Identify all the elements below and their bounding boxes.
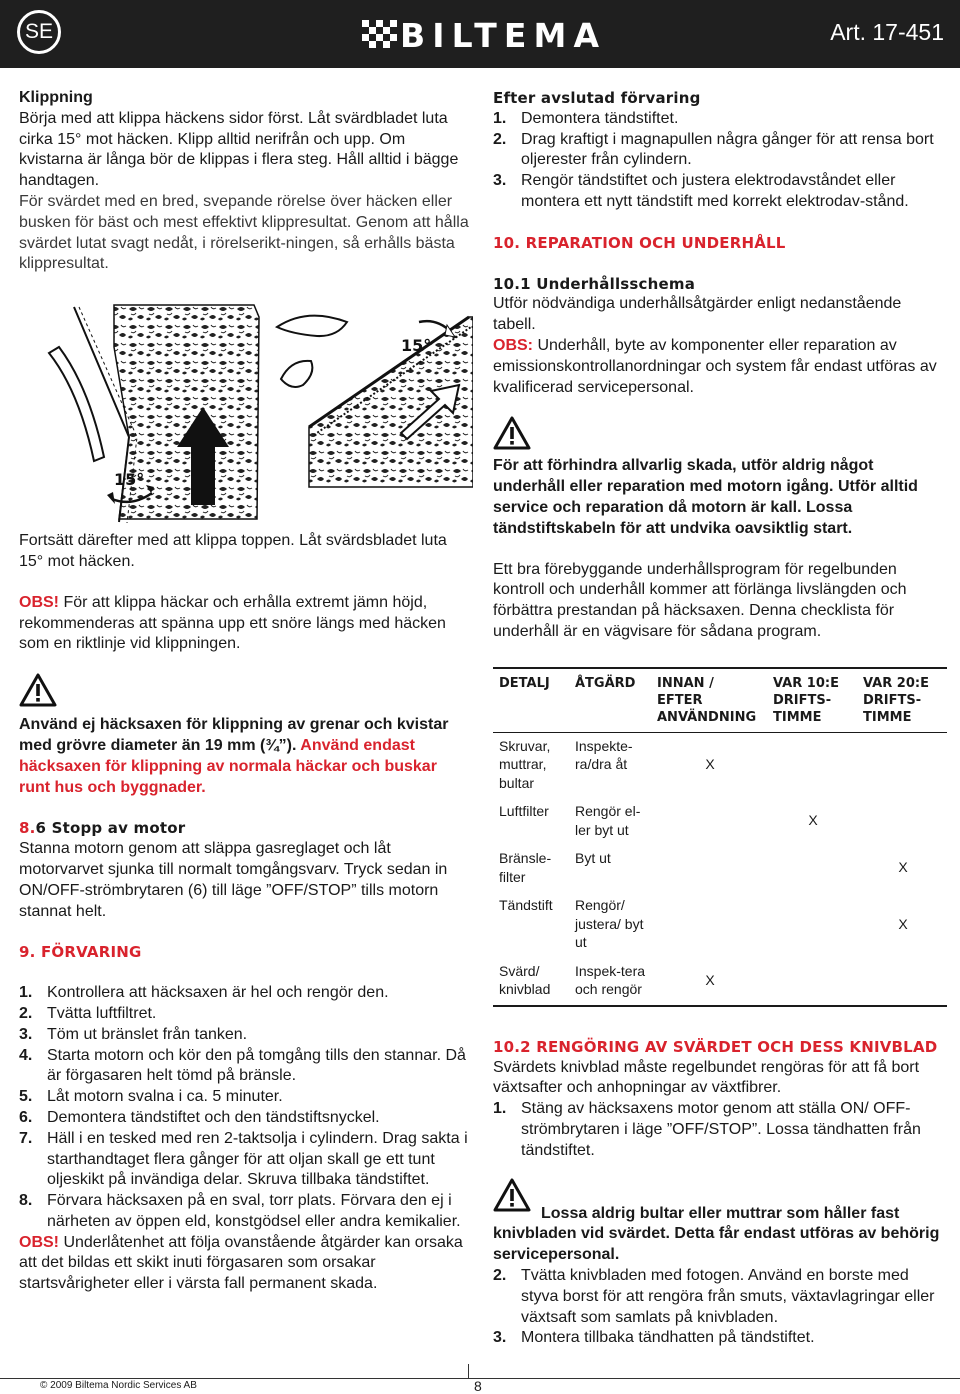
- klippning-heading: Klippning: [19, 89, 93, 106]
- article-number: Art. 17-451: [830, 19, 944, 45]
- schema-obs-text: Underhåll, byte av komponenter eller reparation av emissionskontrollanordningar och system får endast utföras av kvalificerad servicepersonal.: [493, 336, 937, 396]
- reparation-heading: 10. REPARATION OCH UNDERHÅLL: [493, 233, 786, 252]
- table-cell: Rengör el-ler byt ut: [575, 803, 641, 838]
- footer-divider: [468, 1364, 469, 1378]
- table-header-row: [493, 668, 947, 733]
- table-row: [493, 892, 947, 958]
- list-item: 3. Rengör tändstiftet och justera elektrodavståndet eller montera ett nytt tändstift med korrekt elektrodav-stånd.: [493, 172, 909, 210]
- efter-heading: Efter avslutad förvaring: [493, 89, 701, 107]
- program-text: Ett bra förebyggande underhållsprogram för regelbunden kontroll och underhåll kommer att förlänga livslängden och förbättra prestandan på häcksaxen. Denna checklista för underhåll är en vägvisare för sådana program.: [493, 560, 907, 640]
- table-cell: Rengör/ justera/ byt ut: [575, 897, 644, 951]
- rengoring-list-2: [493, 1266, 943, 1349]
- table-cell: X: [898, 859, 908, 876]
- table-row: [493, 798, 947, 845]
- stopp-title: 6 Stopp av motor: [35, 819, 186, 838]
- table-cell: [767, 845, 857, 892]
- schema-heading: 10.1 Underhållsschema: [493, 274, 696, 293]
- list-item: 1. Demontera tändstiftet.: [493, 109, 679, 127]
- table-cell: [767, 958, 857, 1006]
- obs2-paragraph: [19, 1233, 469, 1295]
- warning-text-a: Använd ej häcksaxen för klippning av grenar och kvistar med grövre diameter än 19 mm (¾”).: [19, 716, 449, 754]
- obs-text: För att klippa häckar och erhålla extremt jämn höjd, rekommenderas att spänna upp ett snöre längs med häcken som en riktlinje vid klippningen.: [19, 593, 446, 653]
- list-item: 1. Kontrollera att häcksaxen är hel och rengör den.: [19, 984, 389, 1002]
- schema-obs-label: OBS:: [493, 336, 533, 354]
- right-column: [493, 88, 943, 1349]
- list-item: 7. Häll i en tesked med ren 2-taktsolja i cylindern. Drag sakta i starthandtaget flera gånger för att oljan skall ge ett tunt oljeskikt på invändiga delar. Skruva tillbaka tändstiftet.: [19, 1129, 468, 1189]
- svg-text:BILTEMA: BILTEMA: [400, 16, 598, 54]
- rengoring-list-1: [493, 1099, 943, 1161]
- obs2-text: Underlåtenhet att följa ovanstående åtgärder kan orsaka att det bildas ett skikt inuti förgasaren som orsakar startsvårigheter eller i värsta fall permanent skada.: [19, 1233, 463, 1293]
- page-footer: [0, 1378, 960, 1393]
- left-column: [19, 88, 469, 1295]
- stopp-text: Stanna motorn genom att släppa gasreglaget och låt motorvarvet sjunka till normalt tomgångsvarv. Tryck sedan in ON/OFF-strömbrytaren (6) till läge ”OFF/STOP” tills motorn stannat helt.: [19, 840, 448, 920]
- table-cell: [857, 958, 947, 1006]
- table-cell: Skruvar, muttrar, bultar: [499, 737, 551, 791]
- list-item: 6. Demontera tändstiftet och den tändstiftsnyckel.: [19, 1108, 380, 1126]
- svg-text:15°: 15°: [401, 336, 432, 356]
- warning-icon: [19, 673, 57, 707]
- table-cell: Svärd/ knivblad: [499, 962, 551, 998]
- hedge-cutting-illustration: [19, 287, 473, 527]
- table-cell: Bränsle-filter: [499, 850, 552, 885]
- list-item: 3. Montera tillbaka tändhatten på tändstiftet.: [493, 1329, 815, 1347]
- table-cell: [651, 845, 767, 892]
- list-item: 5. Låt motorn svalna i ca. 5 minuter.: [19, 1088, 283, 1106]
- column-header: VAR 10:E DRIFTS-TIMME: [767, 668, 857, 733]
- table-cell: Byt ut: [575, 850, 611, 867]
- table-cell: Luftfilter: [499, 803, 549, 820]
- warning-text-b: Använd endast häcksaxen för klippning av normala häckar och buskar runt hus och byggnader.: [19, 736, 437, 796]
- column-header: ÅTGÄRD: [569, 668, 651, 733]
- klippning-text: Börja med att klippa häckens sidor först. Låt svärdbladet luta cirka 15° mot häcken. Klipp alltid nerifrån och upp. Om kvistarna är långa bör de klippas i flera steg. Håll alltid i bägge handtagen.: [19, 109, 459, 190]
- biltema-logo: [362, 14, 602, 54]
- table-row: [493, 958, 947, 1006]
- table-cell: Tändstift: [499, 897, 553, 914]
- column-header: VAR 20:E DRIFTS-TIMME: [857, 668, 947, 733]
- list-item: 8. Förvara häcksaxen på en sval, torr plats. Förvara den ej i närheten av öppen eld, konstgödsel eller andra kemikalier.: [19, 1192, 461, 1230]
- schema-obs-paragraph: [493, 336, 943, 398]
- table-cell: X: [705, 756, 715, 773]
- table-cell: Inspekte-ra/dra åt: [575, 737, 633, 773]
- warning-paragraph-3: Lossa aldrig bultar eller muttrar som håller fast knivbladen vid svärdet. Detta får endast utföras av behörig servicepersonal.: [493, 1204, 940, 1264]
- list-item: 2. Tvätta knivbladen med fotogen. Använd en borste med styva borst för att rengöra från smuts, växtavlagringar eller växtsaft som samlats på knivbladen.: [493, 1266, 935, 1326]
- page-header: [0, 0, 960, 68]
- table-cell: [857, 798, 947, 845]
- obs2-label: OBS!: [19, 1233, 59, 1251]
- table-cell: X: [705, 971, 715, 988]
- list-item: 4. Starta motorn och kör den på tomgång tills den stannar. Då är förgasaren helt tömd på bränsle.: [19, 1046, 466, 1085]
- table-row: [493, 732, 947, 798]
- warning-paragraph-1: [19, 715, 469, 798]
- obs-label: OBS!: [19, 593, 59, 611]
- svg-text:15°: 15°: [114, 470, 145, 490]
- klippning-text-2: För svärdet med en bred, svepande rörelse över häcken eller busken för bäst och mest effektivt klippresultat. Genom att hålla svärdet lutat svagt nedåt, i rörelserikt-ningen, så erhålls bästa klippresultat.: [19, 192, 469, 273]
- warning-paragraph-2: För att förhindra allvarlig skada, utför aldrig något underhåll eller reparation med motorn igång. Utför alltid service och reparation då motorn är kall. Lossa tändstiftskabeln för att undvika oavsiktlig start.: [493, 457, 918, 537]
- copyright: © 2009 Biltema Nordic Services AB: [40, 1380, 197, 1391]
- table-cell: [767, 732, 857, 798]
- table-cell: Inspek-tera och rengör: [575, 962, 646, 998]
- warning-icon: [493, 416, 531, 450]
- efter-list: [493, 109, 943, 213]
- stopp-number: 8.: [19, 819, 36, 838]
- rengoring-heading: 10.2 RENGÖRING AV SVÄRDET OCH DESS KNIVBLAD: [493, 1037, 938, 1056]
- schema-text: Utför nödvändiga underhållsåtgärder enligt nedanstående tabell.: [493, 295, 902, 334]
- forvaring-list: [19, 983, 469, 1233]
- table-cell: X: [808, 812, 818, 829]
- table-cell: [651, 892, 767, 958]
- column-header: INNAN / EFTER ANVÄNDNING: [651, 668, 767, 733]
- maintenance-table: [493, 667, 947, 1007]
- table-cell: [857, 732, 947, 798]
- column-header: DETALJ: [493, 668, 569, 733]
- list-item: 3. Töm ut bränslet från tanken.: [19, 1025, 248, 1043]
- rengoring-text: Svärdets knivblad måste regelbundet rengöras för att få bort växtsafter och anhopningar av växtfibrer.: [493, 1058, 920, 1097]
- page-number: 8: [474, 1378, 482, 1394]
- stopp-heading: [19, 818, 469, 839]
- table-row: [493, 845, 947, 892]
- obs-paragraph: [19, 593, 469, 655]
- table-cell: [651, 798, 767, 845]
- list-item: 2. Tvätta luftfiltret.: [19, 1004, 157, 1022]
- fortsatt-text: Fortsätt därefter med att klippa toppen. Låt svärdsbladet luta 15° mot häcken.: [19, 532, 447, 570]
- list-item: 1. Stäng av häcksaxens motor genom att ställa ON/ OFF-strömbrytaren i läge ”OFF/STOP”. Lossa tändhatten från tändstiftet.: [493, 1100, 921, 1159]
- list-item: 2. Drag kraftigt i magnapullen några gånger för att rensa bort oljerester från cylindern.: [493, 130, 934, 169]
- forvaring-heading: 9. FÖRVARING: [19, 943, 142, 962]
- table-cell: X: [898, 915, 908, 932]
- language-badge: SE: [17, 10, 61, 54]
- table-cell: [767, 892, 857, 958]
